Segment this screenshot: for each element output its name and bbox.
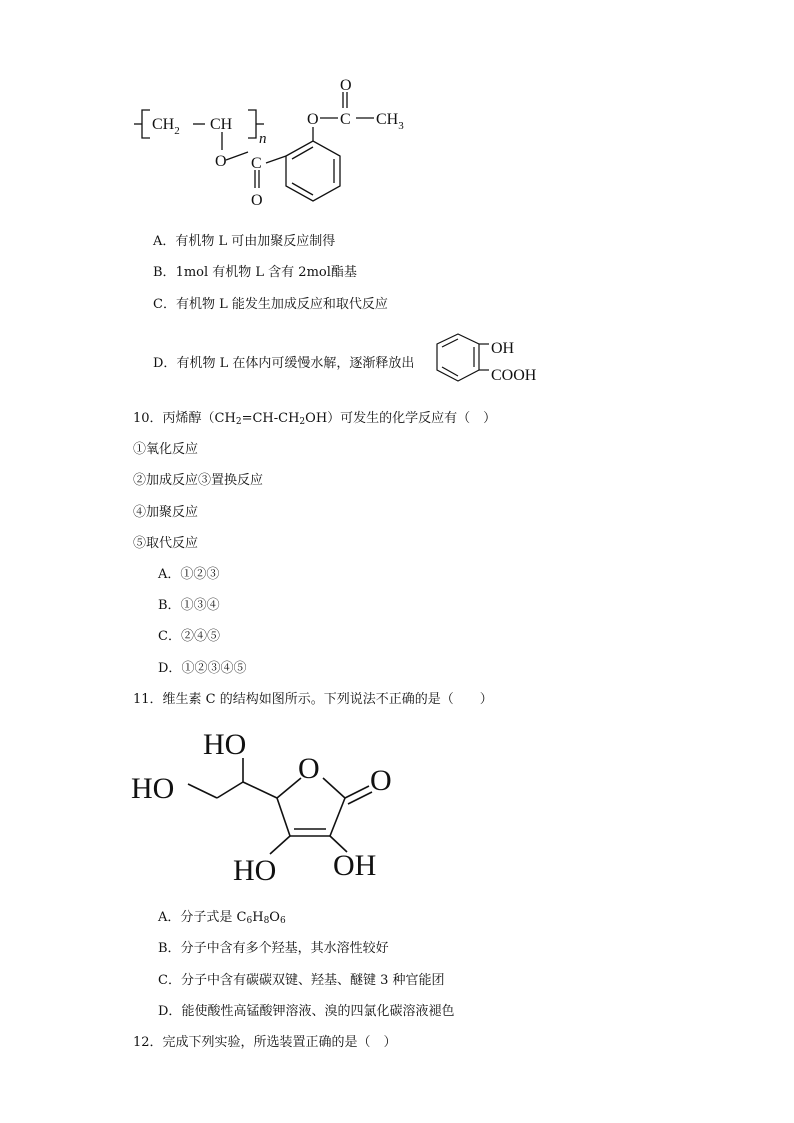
carbonyl-o2-label: O — [340, 77, 352, 94]
o-link-label: O — [215, 153, 227, 170]
q10-item-3: ④加聚反应 — [133, 505, 199, 520]
repeat-n: n — [259, 131, 267, 147]
vitamin-c-structure — [125, 722, 415, 892]
q10-item-4: ⑤取代反应 — [133, 536, 199, 551]
q9-option-c: C．有机物 L 能发生加成反应和取代反应 — [153, 297, 388, 312]
q10-item-1: ①氧化反应 — [133, 442, 199, 457]
q10-item-2: ②加成反应③置换反应 — [133, 473, 264, 488]
q11-stem: 11．维生素 C 的结构如图所示。下列说法不正确的是（ ） — [133, 692, 493, 707]
o-ester2-label: O — [307, 111, 319, 128]
q11-option-a: A．分子式是 $C_6H_8O_6$ — [158, 910, 286, 926]
oh-bottom-label: OH — [333, 849, 377, 882]
q12-stem: 12．完成下列实验，所选装置正确的是（ ） — [133, 1035, 397, 1050]
q9-option-a: A．有机物 L 可由加聚反应制得 — [153, 234, 336, 249]
q9-option-b: B．1mol 有机物 L 含有 2mol酯基 — [153, 265, 357, 280]
polymer-structure — [130, 70, 430, 215]
carbonyl-o-label: O — [370, 764, 392, 797]
cooh-label: COOH — [491, 367, 537, 384]
right-bracket — [248, 110, 256, 138]
ch2-label: $CH_2$ — [152, 116, 180, 137]
salicylic-acid-structure — [425, 328, 555, 388]
q10-option-c: C．②④⑤ — [158, 629, 220, 644]
q11-option-d: D．能使酸性高锰酸钾溶液、溴的四氯化碳溶液褪色 — [158, 1004, 455, 1019]
ho-left-label: HO — [131, 772, 175, 805]
c-ester-label: C — [251, 155, 262, 172]
ch3-label: $CH_3$ — [376, 111, 404, 132]
q11-option-b: B．分子中含有多个羟基，其水溶性较好 — [158, 941, 389, 956]
ch-label: CH — [210, 116, 233, 133]
q10-option-d: D．①②③④⑤ — [158, 661, 247, 676]
q11-option-c: C．分子中含有碳碳双键、羟基、醚键 3 种官能团 — [158, 973, 445, 988]
ho-bottom-label: HO — [233, 854, 277, 887]
ring-o-label: O — [298, 752, 320, 785]
q10-option-a: A．①②③ — [158, 567, 220, 582]
carbonyl-o-label: O — [251, 192, 263, 209]
q10-option-b: B．①③④ — [158, 598, 220, 613]
ho-top-label: HO — [203, 728, 247, 761]
oh-label: OH — [491, 340, 515, 357]
q9-option-d: D．有机物 L 在体内可缓慢水解，逐渐释放出 — [153, 356, 415, 371]
c-ester2-label: C — [340, 111, 351, 128]
q10-stem: 10．丙烯醇$(CH_2=CH-CH_2OH)$可发生的化学反应有（ ） — [133, 411, 497, 427]
left-bracket — [142, 110, 150, 138]
